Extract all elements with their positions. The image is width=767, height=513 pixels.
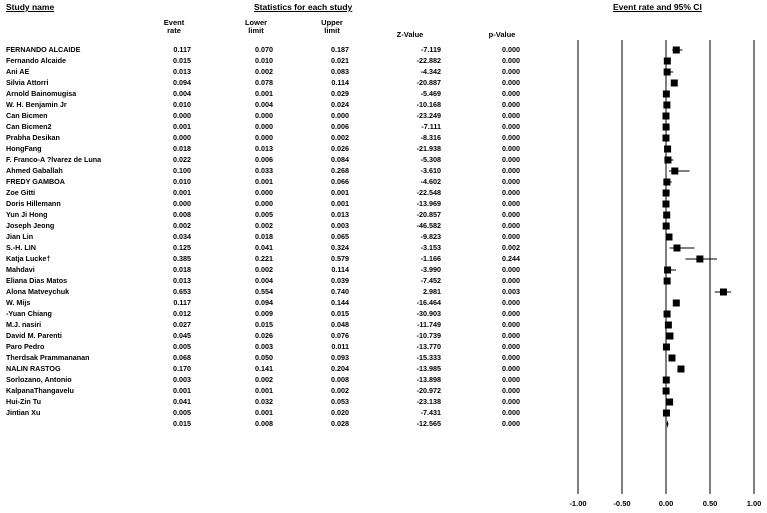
event-rate-value: 0.068 [173,353,191,362]
study-name-header: Study name [6,2,55,12]
z-value: -7.431 [420,408,441,417]
upper-limit-value: 0.114 [331,265,349,274]
study-name: Ani AE [6,67,30,76]
upper-limit-value: 0.204 [331,364,349,373]
z-value: -1.166 [420,254,441,263]
z-value: -13.770 [416,342,441,351]
p-value: 0.000 [502,353,520,362]
p-value: 0.244 [502,254,520,263]
study-name: Yun Ji Hong [6,210,48,219]
upper-limit-value: 0.324 [331,243,349,252]
p-value: 0.000 [502,122,520,131]
z-value: -7.452 [420,276,441,285]
lower-limit-value: 0.002 [255,221,273,230]
event-rate-value: 0.027 [173,320,191,329]
upper-limit-value: 0.002 [331,386,349,395]
p-value: 0.000 [502,419,520,428]
point-estimate-marker [664,69,671,76]
event-rate-value: 0.117 [173,45,191,54]
z-value: -4.602 [420,177,441,186]
upper-limit-value: 0.084 [331,155,349,164]
study-name: Paro Pedro [6,342,45,351]
upper-limit-value: 0.144 [331,298,349,307]
lower-limit-value: 0.001 [255,177,273,186]
z-value: -5.469 [420,89,441,98]
p-value: 0.000 [502,89,520,98]
upper-limit-value: 0.093 [331,353,349,362]
lower-limit-value: 0.554 [255,287,273,296]
study-name: Joseph Jeong [6,221,55,230]
study-name: Katja Lucke† [6,254,51,263]
lower-limit-value: 0.000 [255,111,273,120]
p-value: 0.003 [502,287,520,296]
upper-limit-value: 0.026 [331,144,349,153]
event-rate-value: 0.170 [173,364,191,373]
z-value: -7.119 [421,45,441,54]
z-value: -3.153 [420,243,441,252]
lower-limit-value: 0.141 [255,364,273,373]
event-rate-value: 0.018 [173,265,191,274]
p-value: 0.000 [502,199,520,208]
event-rate-value: 0.094 [173,78,191,87]
z-value: -20.857 [416,210,441,219]
event-rate-value: 0.003 [173,375,191,384]
p-value: 0.000 [502,210,520,219]
event-rate-value: 0.018 [173,144,191,153]
z-value: -13.985 [416,364,441,373]
lower-limit-value: 0.221 [255,254,273,263]
upper-limit-value: 0.114 [331,78,349,87]
lower-limit-value: 0.015 [255,320,273,329]
lower-limit-value: 0.005 [255,210,273,219]
upper-limit-value: 0.001 [331,199,349,208]
study-name: Silvia Attorri [6,78,49,87]
p-value: 0.000 [502,309,520,318]
upper-limit-value: 0.021 [331,56,349,65]
z-value: -12.565 [416,419,441,428]
point-estimate-marker [674,245,681,252]
point-estimate-marker [664,311,671,318]
upper-limit-value: 0.024 [331,100,349,109]
event-rate-value: 0.125 [173,243,191,252]
point-estimate-marker [664,267,671,274]
z-value: -11.749 [417,320,441,329]
point-estimate-marker [720,289,727,296]
upper-limit-value: 0.020 [331,408,349,417]
event-rate-value: 0.005 [173,408,191,417]
upper-limit-value: 0.740 [331,287,349,296]
upper-limit-value: 0.001 [331,188,349,197]
upper-limit-value: 0.002 [331,133,349,142]
upper-limit-value: 0.028 [331,419,349,428]
z-value: -16.464 [416,298,441,307]
study-name: David M. Parenti [6,331,62,340]
x-tick-label: 1.00 [746,499,762,508]
event-rate-value: 0.000 [173,111,191,120]
event-rate-value: 0.012 [173,309,191,318]
event-rate-value: 0.100 [173,166,191,175]
event-rate-value: 0.653 [173,287,191,296]
study-name: Prabha Desikan [6,133,60,142]
study-name: Doris Hillemann [6,199,61,208]
lower-limit-value: 0.050 [255,353,273,362]
study-name: M.J. nasiri [6,320,42,329]
lower-limit-value: 0.008 [255,419,273,428]
lower-limit-value: 0.002 [255,375,273,384]
z-value: -5.308 [420,155,441,164]
study-name: FERNANDO ALCAIDE [6,45,81,54]
p-value: 0.000 [502,67,520,76]
p-value-header: p-Value [488,30,516,39]
study-name: F. Franco-A ?lvarez de Luna [6,155,102,164]
p-value: 0.000 [502,133,520,142]
p-value: 0.000 [502,155,520,164]
event-rate-value: 0.001 [173,122,191,131]
event-rate-value: 0.000 [173,133,191,142]
z-value: -22.882 [416,56,441,65]
lower-limit-value: 0.010 [255,56,273,65]
event-rate-value: 0.385 [173,254,191,263]
point-estimate-marker [663,179,670,186]
lower-limit-value: 0.000 [255,133,273,142]
event-rate-value: 0.015 [173,56,191,65]
study-name: W. Mijs [6,298,31,307]
p-value: 0.000 [502,188,520,197]
event-rate-value: 0.041 [173,397,191,406]
study-name: W. H. Benjamin Jr [6,100,67,109]
z-value: -15.333 [416,353,441,362]
p-value: 0.000 [502,375,520,384]
study-name: Zoe Gitti [6,188,36,197]
lower-limit-value: 0.018 [255,232,273,241]
upper-limit-value: 0.048 [331,320,349,329]
z-value: -46.582 [416,221,441,230]
x-tick-label: 0.50 [702,499,718,508]
z-value: -7.111 [421,122,441,131]
lower-limit-value: 0.001 [255,386,273,395]
z-value: -3.990 [420,265,441,274]
p-value: 0.002 [502,243,520,252]
lower-limit-value: 0.000 [255,122,273,131]
z-value: -13.969 [416,199,441,208]
upper-limit-value: 0.268 [331,166,349,175]
study-name: KalpanaThangavelu [6,386,74,395]
z-value: -23.138 [416,397,441,406]
lower-limit-value: 0.026 [255,331,273,340]
lower-limit-value: 0.013 [255,144,273,153]
z-value: -10.739 [416,331,441,340]
event-rate-value: 0.010 [173,177,191,186]
study-name: Hui-Zin Tu [6,397,41,406]
z-value: -4.342 [420,67,441,76]
p-value: 0.000 [502,221,520,230]
study-name: Jintian Xu [6,408,41,417]
event-rate-value: 0.013 [173,276,191,285]
lower-limit-value: 0.004 [255,100,273,109]
point-estimate-marker [663,212,670,219]
p-value: 0.000 [502,144,520,153]
x-tick-label: -0.50 [613,499,631,508]
upper-limit-value: 0.008 [331,375,349,384]
study-name: S.-H. LIN [6,243,36,252]
study-name: NALIN RASTOG [6,364,61,373]
p-value: 0.000 [502,331,520,340]
x-tick-label: 0.00 [658,499,674,508]
lower-limit-header: Lower limit [244,18,268,35]
p-value: 0.000 [502,276,520,285]
lower-limit-value: 0.078 [255,78,273,87]
study-name: Alona Matveychuk [6,287,70,296]
point-estimate-marker [664,58,671,65]
upper-limit-value: 0.015 [331,309,349,318]
event-rate-header: Event rate [163,18,185,35]
point-estimate-marker [664,146,671,153]
lower-limit-value: 0.006 [255,155,273,164]
study-name: Mahdavi [6,265,35,274]
event-rate-value: 0.002 [173,221,191,230]
study-name: Eliana Dias Matos [6,276,68,285]
p-value: 0.000 [502,265,520,274]
pooled-estimate-diamond [667,420,669,428]
upper-limit-value: 0.013 [331,210,349,219]
z-value: -10.168 [416,100,441,109]
upper-limit-header: Upper limit [321,18,343,35]
event-rate-value: 0.045 [173,331,191,340]
event-rate-value: 0.117 [173,298,191,307]
event-rate-value: 0.008 [173,210,191,219]
event-rate-value: 0.022 [173,155,191,164]
study-name: Jian Lin [6,232,34,241]
event-rate-value: 0.034 [173,232,191,241]
p-value: 0.000 [502,342,520,351]
upper-limit-value: 0.065 [331,232,349,241]
lower-limit-value: 0.070 [255,45,273,54]
p-value: 0.000 [502,298,520,307]
p-value: 0.000 [502,408,520,417]
event-rate-value: 0.013 [173,67,191,76]
lower-limit-value: 0.033 [255,166,273,175]
lower-limit-value: 0.001 [255,89,273,98]
event-rate-value: 0.001 [173,386,191,395]
z-value: -22.548 [416,188,441,197]
z-value: -20.887 [416,78,441,87]
lower-limit-value: 0.002 [255,67,273,76]
z-value: -20.972 [416,386,441,395]
study-name: Can Bicmen2 [6,122,52,131]
p-value: 0.000 [502,45,520,54]
point-estimate-marker [666,399,673,406]
point-estimate-marker [671,80,678,87]
upper-limit-value: 0.579 [331,254,349,263]
study-name: Arnold Bainomugisa [6,89,77,98]
upper-limit-value: 0.066 [331,177,349,186]
p-value: 0.000 [502,397,520,406]
study-name: Sorlozano, Antonio [6,375,72,384]
p-value: 0.000 [502,100,520,109]
event-rate-value: 0.004 [173,89,191,98]
z-value: 2.981 [423,287,441,296]
z-value: -9.823 [420,232,441,241]
upper-limit-value: 0.000 [331,111,349,120]
lower-limit-value: 0.004 [255,276,273,285]
p-value: 0.000 [502,56,520,65]
z-value: -30.903 [416,309,441,318]
point-estimate-marker [673,300,680,307]
upper-limit-value: 0.187 [331,45,349,54]
study-name: HongFang [6,144,42,153]
p-value: 0.000 [502,78,520,87]
upper-limit-value: 0.029 [331,89,349,98]
point-estimate-marker [696,256,703,263]
z-value: -13.898 [416,375,441,384]
lower-limit-value: 0.000 [255,199,273,208]
point-estimate-marker [663,102,670,109]
point-estimate-marker [664,157,671,164]
point-estimate-marker [677,366,684,373]
upper-limit-value: 0.053 [331,397,349,406]
study-name: Can Bicmen [6,111,48,120]
lower-limit-value: 0.094 [255,298,273,307]
study-name: Fernando Alcaide [6,56,67,65]
lower-limit-value: 0.002 [255,265,273,274]
study-name: Therdsak Prammananan [6,353,90,362]
ci-header: Event rate and 95% CI [613,2,702,12]
lower-limit-value: 0.003 [255,342,273,351]
point-estimate-marker [664,278,671,285]
point-estimate-marker [671,168,678,175]
point-estimate-marker [668,355,675,362]
p-value: 0.000 [502,386,520,395]
upper-limit-value: 0.011 [331,342,349,351]
p-value: 0.000 [502,166,520,175]
event-rate-value: 0.010 [173,100,191,109]
lower-limit-value: 0.001 [255,408,273,417]
z-value-header: Z-Value [396,30,424,39]
upper-limit-value: 0.076 [331,331,349,340]
event-rate-value: 0.001 [173,188,191,197]
point-estimate-marker [665,234,672,241]
z-value: -3.610 [420,166,441,175]
p-value: 0.000 [502,177,520,186]
lower-limit-value: 0.032 [255,397,273,406]
point-estimate-marker [666,333,673,340]
lower-limit-value: 0.041 [255,243,273,252]
p-value: 0.000 [502,111,520,120]
study-name: FREDY GAMBOA [6,177,65,186]
upper-limit-value: 0.039 [331,276,349,285]
x-tick-label: -1.00 [569,499,587,508]
upper-limit-value: 0.083 [331,67,349,76]
study-name: Ahmed Gaballah [6,166,63,175]
z-value: -23.249 [416,111,441,120]
z-value: -8.316 [420,133,441,142]
p-value: 0.000 [502,364,520,373]
z-value: -21.938 [416,144,441,153]
upper-limit-value: 0.006 [331,122,349,131]
point-estimate-marker [673,47,680,54]
lower-limit-value: 0.000 [255,188,273,197]
event-rate-value: 0.005 [173,342,191,351]
study-name: -Yuan Chiang [6,309,52,318]
upper-limit-value: 0.003 [331,221,349,230]
statistics-header: Statistics for each study [254,2,353,12]
p-value: 0.000 [502,232,520,241]
lower-limit-value: 0.009 [255,309,273,318]
p-value: 0.000 [502,320,520,329]
event-rate-value: 0.015 [173,419,191,428]
event-rate-value: 0.000 [173,199,191,208]
